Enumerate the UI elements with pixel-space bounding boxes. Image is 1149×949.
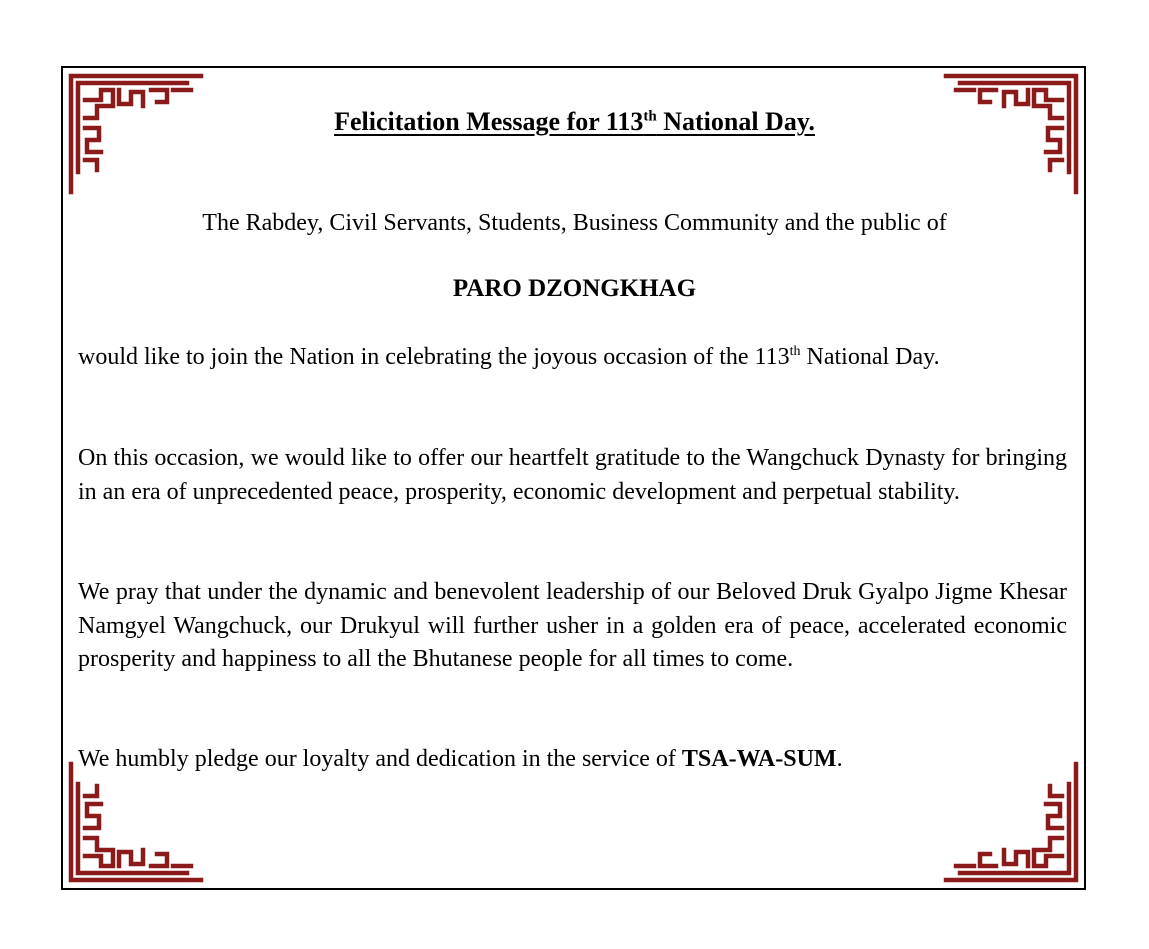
paragraph-2: On this occasion, we would like to offer our heartfelt gratitude to the Wangchuck Dynasty for bringing in an era of unprecedented peace, prosperity, economic development and perpetual stability. bbox=[78, 445, 1067, 505]
paragraph-3: We pray that under the dynamic and benevolent leadership of our Beloved Druk Gyalpo Jigme Khesar Namgyel Wangchuck, our Drukyul will further usher in a golden era of peace, accelerated economic prosperity and happiness to all the Bhutanese people for all times to come. bbox=[78, 579, 1067, 672]
title-suffix: National Day. bbox=[656, 107, 815, 136]
corner-ornament-icon bbox=[940, 759, 1080, 884]
paragraph-4 bbox=[78, 743, 1067, 777]
title-prefix: Felicitation Message for 113 bbox=[334, 107, 644, 136]
intro-line: The Rabdey, Civil Servants, Students, Business Community and the public of bbox=[202, 210, 947, 236]
paragraph-1-suffix: National Day. bbox=[800, 344, 940, 370]
paragraph-1-superscript: th bbox=[789, 344, 801, 359]
pledge-emphasis: TSA-WA-SUM bbox=[681, 746, 837, 772]
paragraph-4-prefix: We humbly pledge our loyalty and dedication in the service of bbox=[78, 746, 682, 772]
corner-ornament-icon bbox=[67, 759, 207, 884]
paragraph-4-suffix: . bbox=[836, 746, 843, 772]
document-title bbox=[0, 106, 1149, 138]
paragraph-1-prefix: would like to join the Nation in celebrating the joyous occasion of the 113 bbox=[78, 344, 790, 370]
district-name: PARO DZONGKHAG bbox=[452, 275, 697, 302]
paragraph-1 bbox=[78, 341, 1067, 375]
title-superscript: th bbox=[643, 108, 657, 125]
